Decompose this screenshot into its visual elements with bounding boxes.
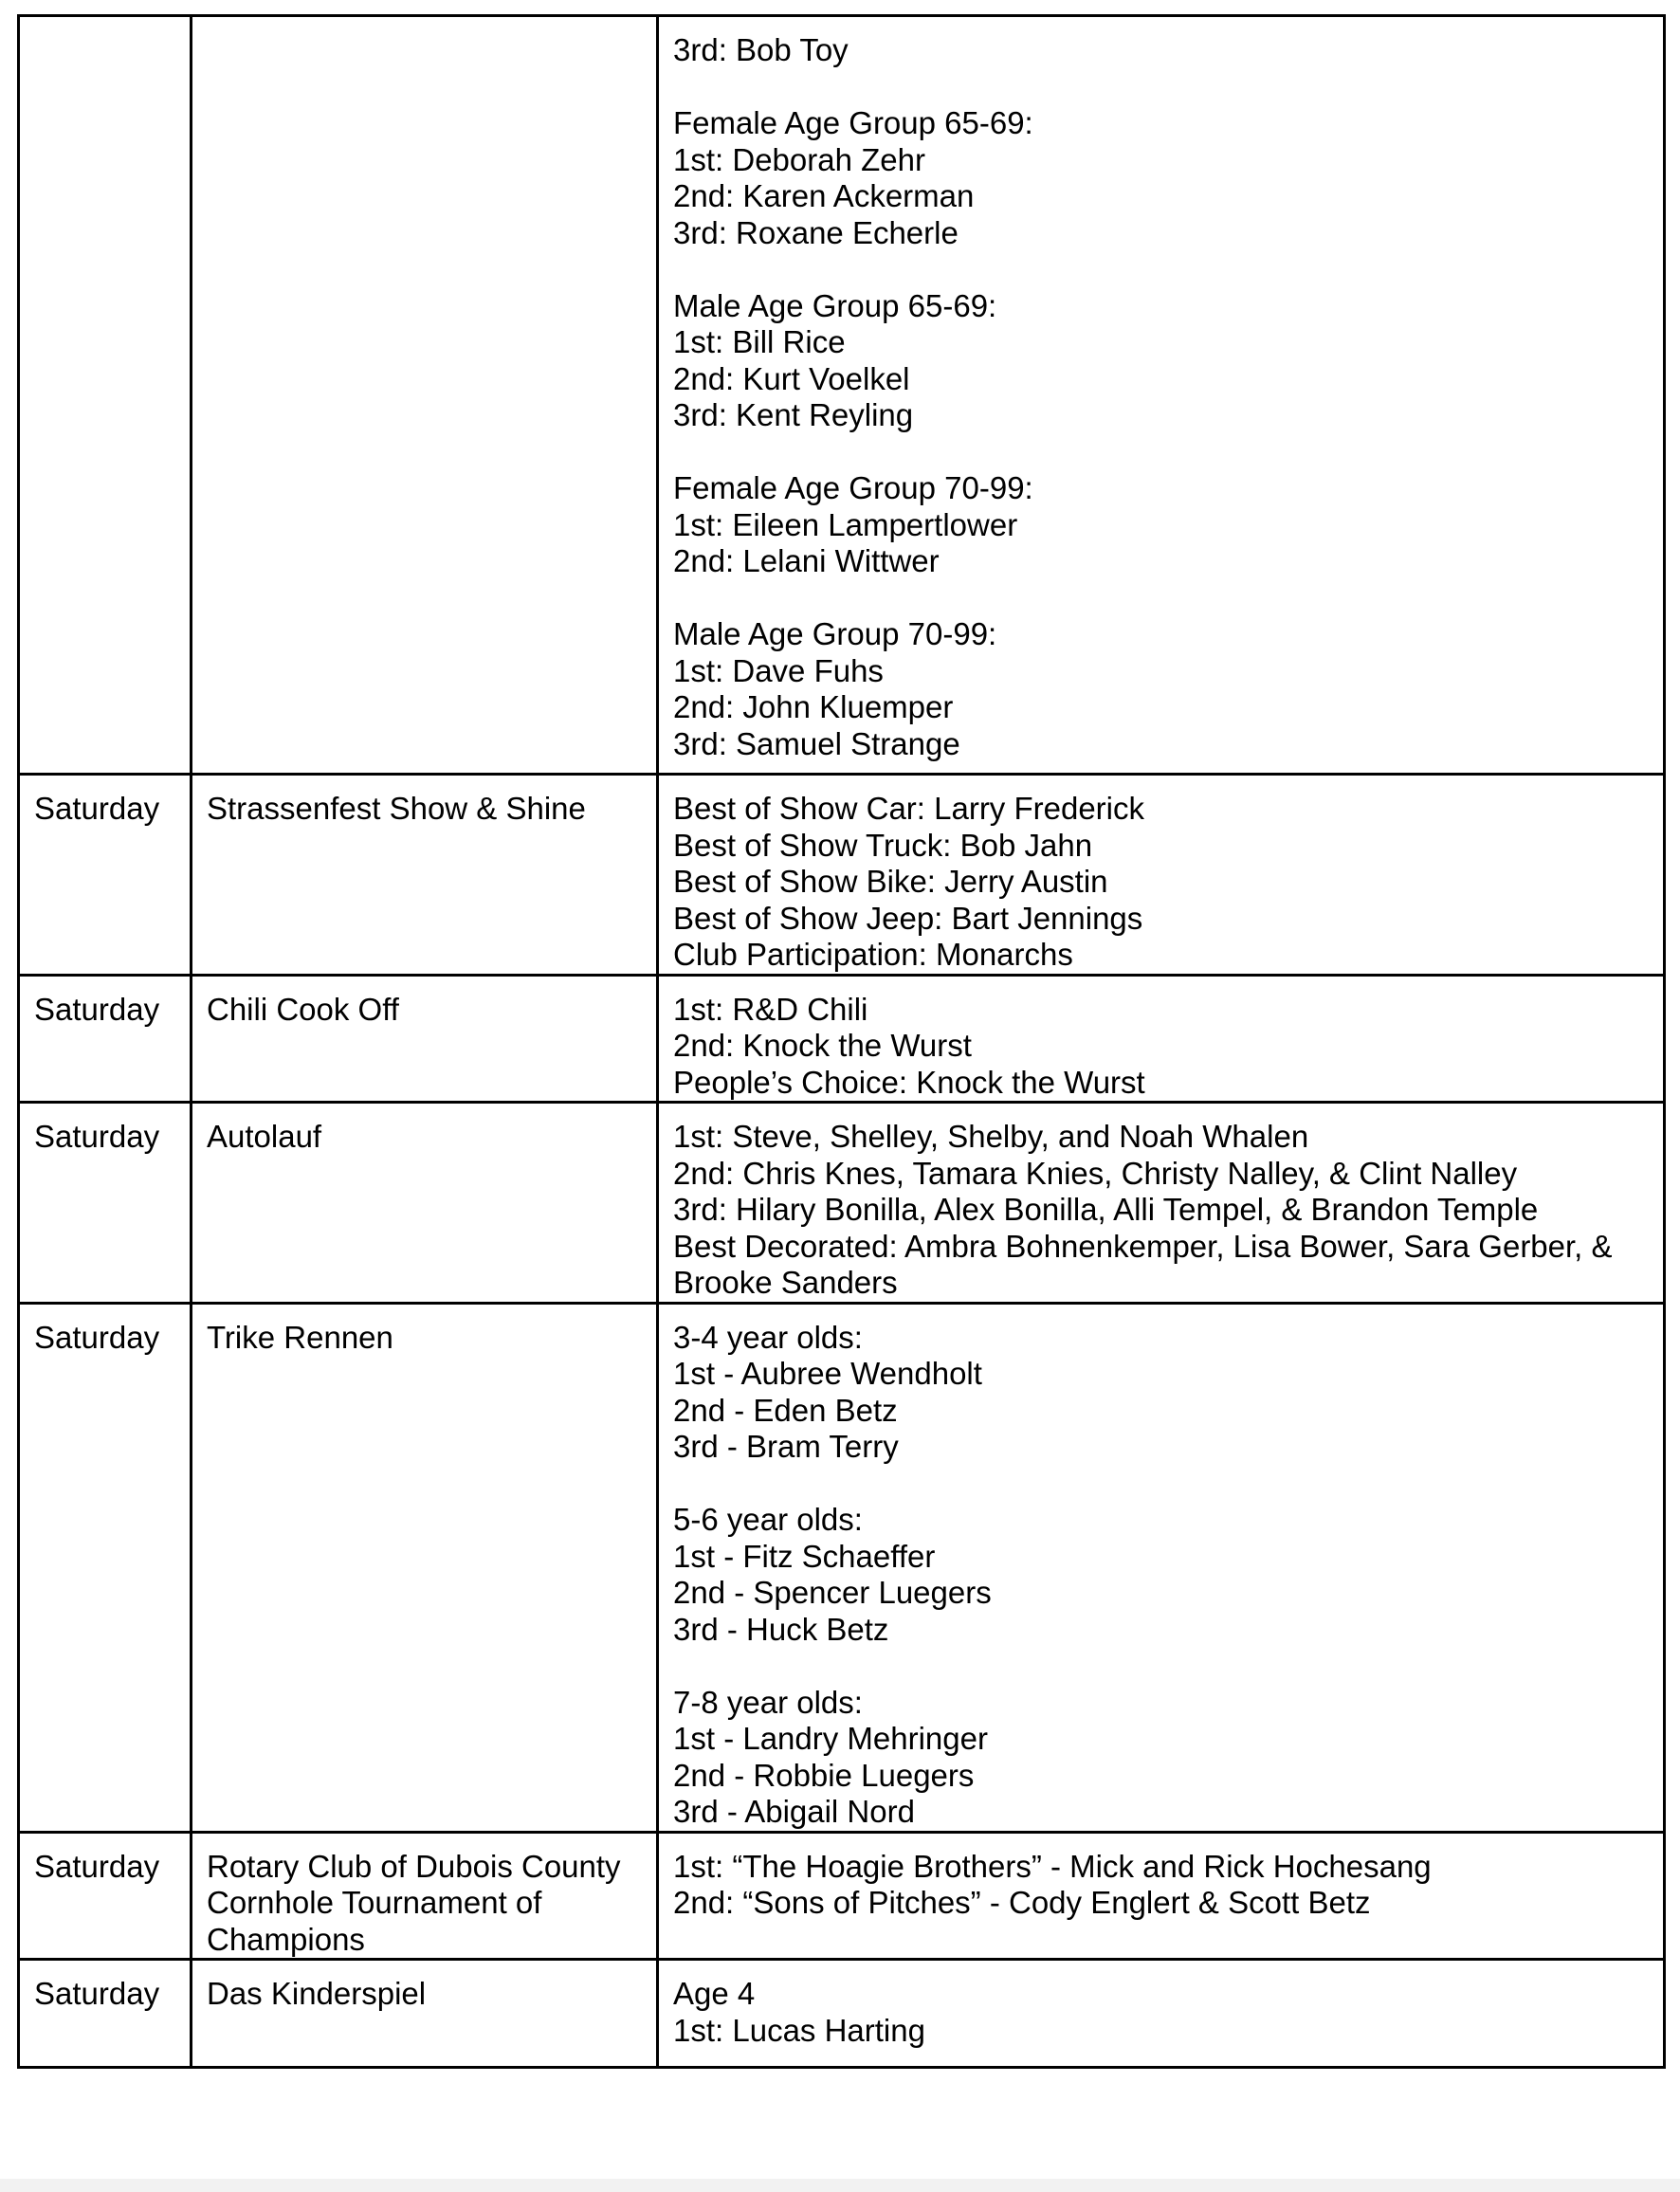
winner-line: 2nd - Robbie Luegers xyxy=(673,1757,975,1793)
winner-line: 2nd: “Sons of Pitches” - Cody Englert & Scott Betz xyxy=(673,1885,1371,1920)
table-row xyxy=(19,1960,1665,2068)
winner-line: Best of Show Truck: Bob Jahn xyxy=(673,827,1093,863)
event-cell xyxy=(192,1303,658,1832)
event-name-line: Das Kinderspiel xyxy=(207,1976,427,2011)
day-cell: Saturday xyxy=(19,975,192,1103)
winner-line: 3rd: Bob Toy xyxy=(673,32,849,67)
winner-line: 2nd - Eden Betz xyxy=(673,1392,898,1428)
winners-cell xyxy=(658,1103,1665,1304)
winner-line: Best Decorated: Ambra Bohnenkemper, Lisa Bower, Sara Gerber, & xyxy=(673,1228,1613,1264)
winner-line: Female Age Group 65-69: xyxy=(673,105,1033,140)
event-cell xyxy=(192,1960,658,2068)
winner-line: 2nd: Chris Knes, Tamara Knies, Christy Nalley, & Clint Nalley xyxy=(673,1155,1518,1191)
winner-line: Male Age Group 65-69: xyxy=(673,287,997,323)
event-cell xyxy=(192,1103,658,1304)
winners-cell xyxy=(658,1960,1665,2068)
day-cell: Saturday xyxy=(19,1303,192,1832)
table-row xyxy=(19,775,1665,976)
winner-line: Female Age Group 70-99: xyxy=(673,470,1033,505)
table-row xyxy=(19,975,1665,1103)
winner-line: 2nd: Lelani Wittwer xyxy=(673,543,940,578)
winner-group xyxy=(673,470,1649,580)
event-name-line: Rotary Club of Dubois County xyxy=(207,1848,621,1884)
day-cell: Saturday xyxy=(19,1103,192,1304)
day-cell: Saturday xyxy=(19,775,192,976)
winner-group xyxy=(673,992,1649,1102)
winner-line: 2nd: Karen Ackerman xyxy=(673,178,975,213)
table-row xyxy=(19,1832,1665,1960)
winner-line: 2nd: Knock the Wurst xyxy=(673,1028,972,1063)
winner-group xyxy=(673,105,1649,251)
winner-line: 1st: Bill Rice xyxy=(673,324,846,359)
winner-line: 3rd: Roxane Echerle xyxy=(673,214,959,250)
winner-group xyxy=(673,1502,1649,1648)
winners-cell xyxy=(658,1832,1665,1960)
winner-line: 1st: Deborah Zehr xyxy=(673,141,925,177)
winner-line: 3rd: Kent Reyling xyxy=(673,397,914,432)
event-name-line: Champions xyxy=(207,1921,365,1957)
winner-group xyxy=(673,616,1649,762)
table-row xyxy=(19,1303,1665,1832)
winner-line: 1st: Dave Fuhs xyxy=(673,652,884,688)
day-cell xyxy=(19,16,192,775)
results-table xyxy=(17,14,1666,2069)
winner-group xyxy=(673,1849,1649,1922)
winner-line: 2nd - Spencer Luegers xyxy=(673,1575,992,1610)
winner-line: 1st - Aubree Wendholt xyxy=(673,1356,982,1391)
winners-cell xyxy=(658,775,1665,976)
winner-line: 7-8 year olds: xyxy=(673,1684,863,1720)
table-body xyxy=(19,16,1665,2068)
winners-cell xyxy=(658,975,1665,1103)
event-name-line: Chili Cook Off xyxy=(207,991,399,1027)
winner-line: Brooke Sanders xyxy=(673,1265,898,1300)
winner-line: 1st: Lucas Harting xyxy=(673,2012,925,2048)
winners-cell xyxy=(658,1303,1665,1832)
winner-group xyxy=(673,791,1649,974)
winner-line: Best of Show Bike: Jerry Austin xyxy=(673,864,1108,899)
winner-group xyxy=(673,1976,1649,2049)
winner-line: 2nd: John Kluemper xyxy=(673,689,954,724)
winner-line: Male Age Group 70-99: xyxy=(673,616,997,651)
event-name-line: Trike Rennen xyxy=(207,1319,393,1355)
event-cell xyxy=(192,975,658,1103)
winner-line: Best of Show Jeep: Bart Jennings xyxy=(673,900,1143,936)
page-bottom-strip xyxy=(0,2179,1680,2192)
winner-line: 3rd - Abigail Nord xyxy=(673,1794,915,1829)
winner-line: 1st - Landry Mehringer xyxy=(673,1721,988,1756)
winner-line: 1st - Fitz Schaeffer xyxy=(673,1538,936,1574)
winner-group xyxy=(673,1685,1649,1831)
winner-line: 1st: Steve, Shelley, Shelby, and Noah Whalen xyxy=(673,1119,1309,1154)
winner-line: People’s Choice: Knock the Wurst xyxy=(673,1064,1145,1100)
winner-group xyxy=(673,1119,1649,1302)
winners-cell xyxy=(658,16,1665,775)
winner-line: 3rd: Hilary Bonilla, Alex Bonilla, Alli Tempel, & Brandon Temple xyxy=(673,1192,1539,1227)
event-cell xyxy=(192,16,658,775)
winner-line: 2nd: Kurt Voelkel xyxy=(673,360,910,396)
winner-line: 3rd - Huck Betz xyxy=(673,1611,889,1647)
event-name-line: Cornhole Tournament of xyxy=(207,1885,542,1920)
winner-line: 1st: R&D Chili xyxy=(673,991,868,1027)
event-cell xyxy=(192,775,658,976)
winner-group xyxy=(673,1320,1649,1466)
day-cell: Saturday xyxy=(19,1832,192,1960)
day-cell: Saturday xyxy=(19,1960,192,2068)
winner-line: 3rd - Bram Terry xyxy=(673,1429,899,1464)
winner-line: 1st: Eileen Lampertlower xyxy=(673,506,1018,542)
winner-line: 1st: “The Hoagie Brothers” - Mick and Rick Hochesang xyxy=(673,1848,1432,1884)
event-name-line: Autolauf xyxy=(207,1119,322,1154)
winner-line: Age 4 xyxy=(673,1976,756,2011)
table-row xyxy=(19,1103,1665,1304)
event-cell xyxy=(192,1832,658,1960)
winner-group xyxy=(673,32,1649,69)
winner-line: 5-6 year olds: xyxy=(673,1502,863,1537)
event-name-line: Strassenfest Show & Shine xyxy=(207,791,586,826)
winner-line: 3-4 year olds: xyxy=(673,1319,863,1355)
winner-line: 3rd: Samuel Strange xyxy=(673,725,960,761)
winner-line: Best of Show Car: Larry Frederick xyxy=(673,791,1144,826)
winner-group xyxy=(673,288,1649,434)
table-row xyxy=(19,16,1665,775)
winner-line: Club Participation: Monarchs xyxy=(673,937,1073,972)
